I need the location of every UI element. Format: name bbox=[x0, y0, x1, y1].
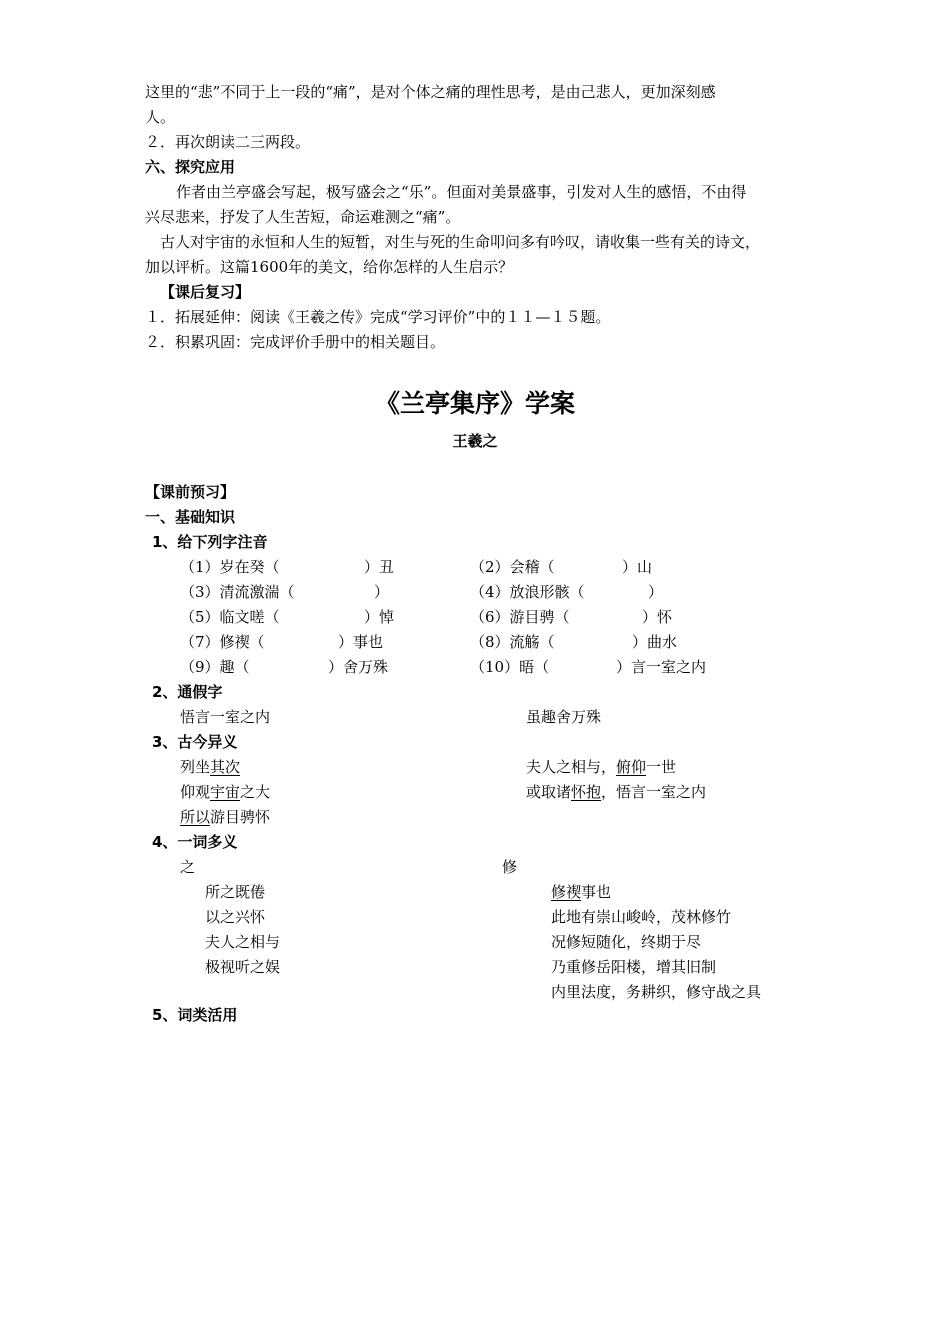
text-line: １．拓展延伸：阅读《王羲之传》完成“学习评价”中的１１—１５题。 bbox=[145, 308, 611, 326]
text-line: 作者由兰亭盛会写起，极写盛会之“乐”。但面对美景盛事，引发对人生的感悟，不由得 bbox=[176, 183, 747, 201]
pinyin-item: （6）游目骋（ bbox=[470, 608, 570, 626]
underlined-word: 所以 bbox=[180, 808, 211, 826]
text-line: 这里的“悲”不同于上一段的“痛”，是对个体之痛的理性思考，是由己悲人，更加深刻感 bbox=[145, 83, 716, 101]
section-heading: 【课后复习】 bbox=[160, 283, 251, 301]
page-title: 《兰亭集序》学案 bbox=[374, 389, 575, 418]
text-line: 悟言一室之内 bbox=[180, 708, 271, 726]
list-item: 以之兴怀 bbox=[205, 908, 266, 926]
pinyin-item-tail: ） bbox=[374, 583, 390, 601]
pinyin-item: （8）流觞（ bbox=[470, 633, 555, 651]
pinyin-item: （10）晤（ bbox=[470, 658, 550, 676]
pinyin-item-tail: ）曲水 bbox=[632, 633, 678, 651]
pinyin-item: （7）修禊（ bbox=[180, 633, 265, 651]
text-line bbox=[526, 757, 676, 777]
text-fragment: 一世 bbox=[646, 758, 677, 776]
text-line: 虽趣舍万殊 bbox=[526, 708, 602, 726]
pinyin-item: （5）临文嗟（ bbox=[180, 608, 280, 626]
pinyin-item-tail: ） bbox=[648, 583, 664, 601]
underlined-word: 怀抱 bbox=[571, 783, 602, 801]
text-line: ２．积累巩固：完成评价手册中的相关题目。 bbox=[145, 333, 446, 351]
underlined-word: 修禊 bbox=[551, 883, 582, 901]
text-fragment: 游目骋怀 bbox=[210, 808, 271, 826]
list-item: 内里法度，务耕织，修守战之具 bbox=[551, 983, 762, 1001]
text-fragment: 列坐 bbox=[180, 758, 211, 776]
question-heading: 3、古今异义 bbox=[152, 733, 238, 751]
list-item: 极视听之娱 bbox=[205, 958, 281, 976]
text-fragment: ，悟言一室之内 bbox=[601, 783, 707, 801]
text-line bbox=[180, 782, 270, 802]
pinyin-item: （4）放浪形骸（ bbox=[470, 583, 585, 601]
text-line: ２．再次朗读二三两段。 bbox=[145, 133, 311, 151]
section-heading: 【课前预习】 bbox=[145, 483, 236, 501]
section-heading: 一、基础知识 bbox=[145, 508, 236, 526]
underlined-word: 宇宙 bbox=[210, 783, 241, 801]
list-item: 所之既倦 bbox=[205, 883, 266, 901]
keyword: 修 bbox=[502, 858, 518, 876]
pinyin-item-tail: ）山 bbox=[622, 558, 653, 576]
text-line: 兴尽悲来，抒发了人生苦短，命运难测之“痛”。 bbox=[145, 208, 461, 226]
pinyin-item-tail: ）悼 bbox=[364, 608, 395, 626]
text-fragment: 之大 bbox=[240, 783, 271, 801]
question-heading: 5、词类活用 bbox=[152, 1006, 238, 1024]
question-heading: 1、给下列字注音 bbox=[152, 533, 268, 551]
underlined-word: 其次 bbox=[210, 758, 241, 776]
author-name: 王羲之 bbox=[452, 432, 498, 450]
question-heading: 2、通假字 bbox=[152, 683, 223, 701]
list-item bbox=[551, 882, 611, 902]
text-line bbox=[180, 757, 240, 777]
text-fragment: 夫人之相与， bbox=[526, 758, 617, 776]
pinyin-item-tail: ）怀 bbox=[642, 608, 673, 626]
pinyin-item: （1）岁在癸（ bbox=[180, 558, 280, 576]
list-item: 夫人之相与 bbox=[205, 933, 281, 951]
underlined-word: 俯仰 bbox=[616, 758, 647, 776]
list-item: 况修短随化，终期于尽 bbox=[551, 933, 702, 951]
question-heading: 4、一词多义 bbox=[152, 833, 238, 851]
keyword: 之 bbox=[180, 858, 196, 876]
pinyin-item-tail: ）丑 bbox=[364, 558, 395, 576]
text-line: 人。 bbox=[145, 108, 176, 126]
text-line bbox=[180, 807, 270, 827]
text-fragment: 仰观 bbox=[180, 783, 211, 801]
pinyin-item-tail: ）事也 bbox=[338, 633, 384, 651]
text-fragment: 或取诸 bbox=[526, 783, 572, 801]
list-item: 此地有崇山峻岭，茂林修竹 bbox=[551, 908, 732, 926]
text-line bbox=[526, 782, 706, 802]
pinyin-item: （2）会稽（ bbox=[470, 558, 555, 576]
text-fragment: 事也 bbox=[581, 883, 612, 901]
pinyin-item: （9）趣（ bbox=[180, 658, 250, 676]
section-heading: 六、探究应用 bbox=[145, 158, 236, 176]
pinyin-item-tail: ）舍万殊 bbox=[328, 658, 389, 676]
list-item: 乃重修岳阳楼，增其旧制 bbox=[551, 958, 717, 976]
pinyin-item-tail: ）言一室之内 bbox=[616, 658, 707, 676]
text-line: 加以评析。这篇1600年的美文，给你怎样的人生启示？ bbox=[145, 258, 514, 276]
pinyin-item: （3）清流激湍（ bbox=[180, 583, 295, 601]
text-line: 古人对宇宙的永恒和人生的短暂，对生与死的生命叩问多有吟叹，请收集一些有关的诗文， bbox=[160, 233, 761, 251]
